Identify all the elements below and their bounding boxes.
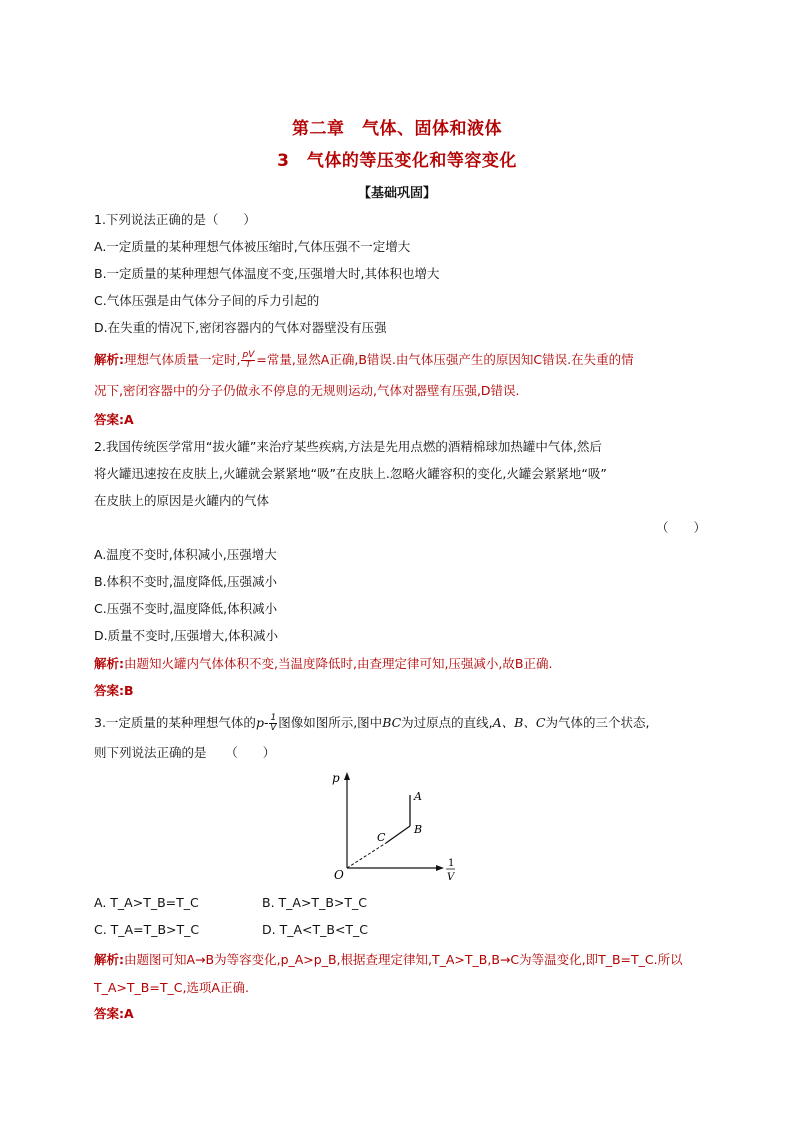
q1-analysis-label: 解析: — [94, 352, 124, 367]
q1-analysis-line-1: 解析:理想气体质量一定时, $\frac{pV}{T}$ =常量,显然A正确,B错误.由气体压强产生的原因知C错误.在失重的情 — [94, 350, 634, 370]
q1-analysis-line-2: 况下,密闭容器中的分子仍做永不停息的无规则运动,气体对器壁有压强,D错误. — [94, 383, 520, 398]
p-inverse-v-graph — [320, 768, 470, 886]
q1-answer: 答案:A — [94, 412, 134, 427]
q2-stem-line-2: 将火罐迅速按在皮肤上,火罐就会紧紧地“吸”在皮肤上.忽略火罐容积的变化,火罐会紧紧地“吸” — [94, 466, 607, 481]
q1-fraction: $\frac{pV}{T}$ — [242, 350, 255, 370]
lesson-title: 3 气体的等压变化和等容变化 — [277, 151, 517, 171]
dashed-line-oc — [347, 843, 386, 868]
q1-option-a: A.一定质量的某种理想气体被压缩时,气体压强不一定增大 — [94, 239, 411, 254]
q2-analysis: 解析:由题知火罐内气体体积不变,当温度降低时,由查理定律可知,压强减小,故B正确. — [94, 656, 553, 671]
q1-stem: 1.下列说法正确的是（ ） — [94, 212, 256, 227]
q2-answer-paren: （ ） — [656, 520, 707, 535]
x-axis-label-den: V — [447, 872, 455, 883]
point-a-label: A — [414, 790, 422, 803]
q2-option-c: C.压强不变时,温度降低,体积减小 — [94, 601, 278, 616]
section-heading: 【基础巩固】 — [357, 186, 436, 201]
q1-option-c: C.气体压强是由气体分子间的斥力引起的 — [94, 293, 320, 308]
q3-analysis-line-2: T_A>T_B=T_C,选项A正确. — [94, 980, 249, 995]
point-b-label: B — [414, 823, 423, 836]
q2-stem-line-1: 2.我国传统医学常用“拔火罐”来治疗某些疾病,方法是先用点燃的酒精棉球加热罐中气体,然后 — [94, 439, 602, 454]
chapter-title: 第二章 气体、固体和液体 — [292, 119, 502, 139]
y-axis-label: p — [332, 771, 340, 785]
y-axis-arrow — [344, 772, 350, 780]
q2-stem-line-3: 在皮肤上的原因是火罐内的气体 — [94, 493, 270, 508]
q3-analysis-label: 解析: — [94, 952, 124, 967]
q3-fraction: $\frac{1}{V}$ — [270, 713, 277, 733]
point-c-label: C — [377, 831, 386, 844]
line-cb — [386, 826, 410, 843]
q1-option-b: B.一定质量的某种理想气体温度不变,压强增大时,其体积也增大 — [94, 266, 440, 281]
q2-option-b: B.体积不变时,温度降低,压强减小 — [94, 574, 277, 589]
q3-option-b: B. T_A>T_B>T_C — [262, 895, 367, 910]
origin-label: O — [334, 868, 344, 882]
x-axis-label-num: 1 — [448, 858, 455, 869]
q3-analysis-line-1: 解析:由题图可知A→B为等容变化,p_A>p_B,根据查理定律知,T_A>T_B,B→C为等温变化,即T_B=T_C.所以 — [94, 952, 683, 967]
q3-answer: 答案:A — [94, 1006, 134, 1021]
q2-option-d: D.质量不变时,压强增大,体积减小 — [94, 628, 279, 643]
x-axis-arrow — [436, 865, 444, 871]
q3-option-c: C. T_A=T_B>T_C — [94, 922, 200, 937]
q2-option-a: A.温度不变时,体积减小,压强增大 — [94, 547, 277, 562]
q3-option-d: D. T_A<T_B<T_C — [262, 922, 369, 937]
q3-stem-line-2: 则下列说法正确的是 （ ） — [94, 745, 276, 760]
q2-answer: 答案:B — [94, 683, 134, 698]
q3-option-a: A. T_A>T_B=T_C — [94, 895, 199, 910]
q3-stem-line-1: 3.一定质量的某种理想气体的p- $\frac{1}{V}$ 图像如图所示,图中BC为过原点的直线,A、B、C为气体的三个状态, — [94, 713, 650, 733]
q1-option-d: D.在失重的情况下,密闭容器内的气体对器壁没有压强 — [94, 320, 387, 335]
q2-analysis-label: 解析: — [94, 656, 124, 671]
